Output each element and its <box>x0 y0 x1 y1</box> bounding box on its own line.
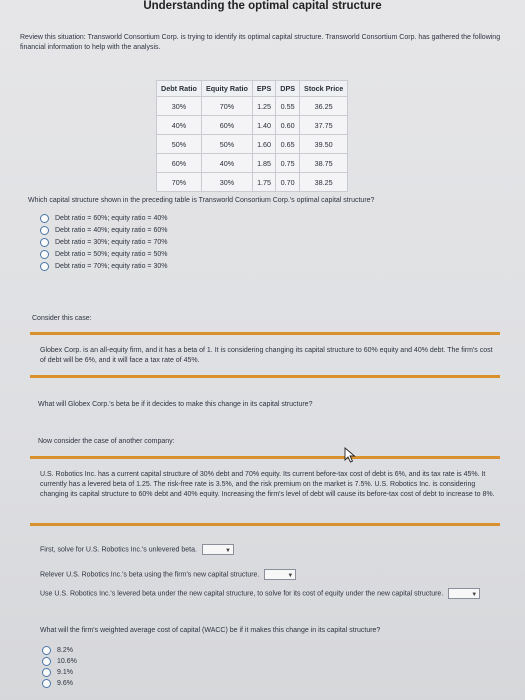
table-row <box>157 135 348 154</box>
table-cell: 0.60 <box>276 116 300 135</box>
option-debt-50[interactable] <box>40 250 167 259</box>
q-wacc-text: What will the firm's weighted average cost of capital (WACC) be if it makes this change in its capital structure? <box>40 627 381 634</box>
wacc-option-10-6[interactable] <box>42 657 77 666</box>
table-cell: 0.65 <box>276 135 300 154</box>
table-cell: 37.75 <box>300 116 348 135</box>
page-title: Understanding the optimal capital structure <box>143 0 382 12</box>
q-relever-row <box>40 569 296 580</box>
q-unlevered-text: First, solve for U.S. Robotics Inc.'s unlevered beta. <box>40 546 197 554</box>
intro-text: Review this situation: Transworld Consortium Corp. is trying to identify its optimal capital structure. Transworld Consortium Corp. has gathered the following financial information to help with the analysis. <box>20 34 501 51</box>
table-cell: 0.55 <box>276 97 300 116</box>
wacc-option-9-1[interactable] <box>42 668 73 677</box>
table-cell: 38.25 <box>300 173 348 192</box>
table-header: EPS <box>252 81 275 97</box>
radio-button[interactable] <box>40 214 49 223</box>
table-row <box>157 116 348 135</box>
wacc-option-8-2[interactable] <box>42 646 73 655</box>
radio-button[interactable] <box>42 657 51 666</box>
option-debt-30[interactable] <box>40 238 167 247</box>
relevered-beta-select[interactable] <box>264 569 296 580</box>
chevron-down-icon: ▼ <box>287 573 294 579</box>
option-label: Debt ratio = 50%; equity ratio = 50% <box>55 251 168 258</box>
radio-button[interactable] <box>42 668 51 677</box>
table-cell: 30% <box>157 97 202 116</box>
option-label: 9.6% <box>57 680 73 687</box>
table-cell: 70% <box>201 97 252 116</box>
radio-button[interactable] <box>42 646 51 655</box>
cost-of-equity-select[interactable] <box>448 588 480 599</box>
case1-heading: Consider this case: <box>32 315 92 322</box>
table-cell: 36.25 <box>300 97 348 116</box>
radio-button[interactable] <box>40 250 49 259</box>
option-label: 9.1% <box>57 669 73 676</box>
radio-button[interactable] <box>40 238 49 247</box>
table-cell: 60% <box>157 154 202 173</box>
case1-question: What will Globex Corp.'s beta be if it decides to make this change in its capital structure? <box>38 401 313 408</box>
financial-table <box>156 80 348 192</box>
q-cost-equity-text: Use U.S. Robotics Inc.'s levered beta under the new capital structure, to solve for its cost of equity under the new capital structure. <box>40 590 444 598</box>
radio-button[interactable] <box>40 262 49 271</box>
case1-body: Globex Corp. is an all-equity firm, and it has a beta of 1. It is considering changing its capital structure to 60% equity and 40% debt. The firm's cost of debt will be 6%, and it will face a tax rate of 45%. <box>40 347 493 364</box>
table-row <box>157 97 348 116</box>
table-row <box>157 173 348 192</box>
wacc-option-9-6[interactable] <box>42 679 73 688</box>
chevron-down-icon: ▼ <box>224 548 231 554</box>
table-header: Debt Ratio <box>157 81 202 97</box>
radio-button[interactable] <box>40 226 49 235</box>
option-label: 8.2% <box>57 647 73 654</box>
option-debt-70[interactable] <box>40 262 167 271</box>
q-unlevered-row <box>40 544 234 555</box>
chevron-down-icon: ▼ <box>471 592 478 598</box>
q-relever-text: Relever U.S. Robotics Inc.'s beta using the firm's new capital structure. <box>40 571 260 579</box>
table-cell: 1.85 <box>252 154 275 173</box>
table-cell: 50% <box>201 135 252 154</box>
option-debt-40[interactable] <box>40 226 167 235</box>
table-cell: 0.75 <box>276 154 300 173</box>
table-cell: 1.75 <box>252 173 275 192</box>
mouse-pointer-icon <box>344 447 356 463</box>
unlevered-beta-select[interactable] <box>202 544 234 555</box>
table-cell: 1.25 <box>252 97 275 116</box>
option-label: Debt ratio = 60%; equity ratio = 40% <box>55 215 168 222</box>
option-label: Debt ratio = 30%; equity ratio = 70% <box>55 239 168 246</box>
table-header-row <box>157 81 348 97</box>
table-cell: 50% <box>157 135 202 154</box>
table-header: Stock Price <box>300 81 348 97</box>
table-cell: 30% <box>201 173 252 192</box>
table-cell: 39.50 <box>300 135 348 154</box>
radio-button[interactable] <box>42 679 51 688</box>
option-debt-60[interactable] <box>40 214 167 223</box>
option-label: 10.6% <box>57 658 77 665</box>
divider-bar <box>30 332 500 335</box>
table-cell: 40% <box>157 116 202 135</box>
question-optimal-structure: Which capital structure shown in the preceding table is Transworld Consortium Corp.'s optimal capital structure? <box>28 197 375 204</box>
table-cell: 40% <box>201 154 252 173</box>
table-header: Equity Ratio <box>201 81 252 97</box>
option-label: Debt ratio = 40%; equity ratio = 60% <box>55 227 168 234</box>
option-label: Debt ratio = 70%; equity ratio = 30% <box>55 263 168 270</box>
table-row <box>157 154 348 173</box>
divider-bar <box>30 375 500 378</box>
table-header: DPS <box>276 81 300 97</box>
case2-body: U.S. Robotics Inc. has a current capital structure of 30% debt and 70% equity. Its current before-tax cost of debt is 6%, and its tax rate is 45%. It currently has a levered beta of 1.25. The risk-free rate is 3.5%, and the risk premium on the market is 7.5%. U.S. Robotics Inc. is considering changing its capital structure to 60% debt and 40% equity. Increasing the firm's level of debt will cause its before-tax cost of debt to increase to 8%. <box>40 471 495 498</box>
table-cell: 1.60 <box>252 135 275 154</box>
table-cell: 1.40 <box>252 116 275 135</box>
table-cell: 60% <box>201 116 252 135</box>
table-cell: 70% <box>157 173 202 192</box>
table-cell: 38.75 <box>300 154 348 173</box>
case2-heading: Now consider the case of another company: <box>38 438 175 445</box>
divider-bar <box>30 456 500 459</box>
divider-bar <box>30 523 500 526</box>
q-cost-equity-row <box>40 588 490 599</box>
table-cell: 0.70 <box>276 173 300 192</box>
